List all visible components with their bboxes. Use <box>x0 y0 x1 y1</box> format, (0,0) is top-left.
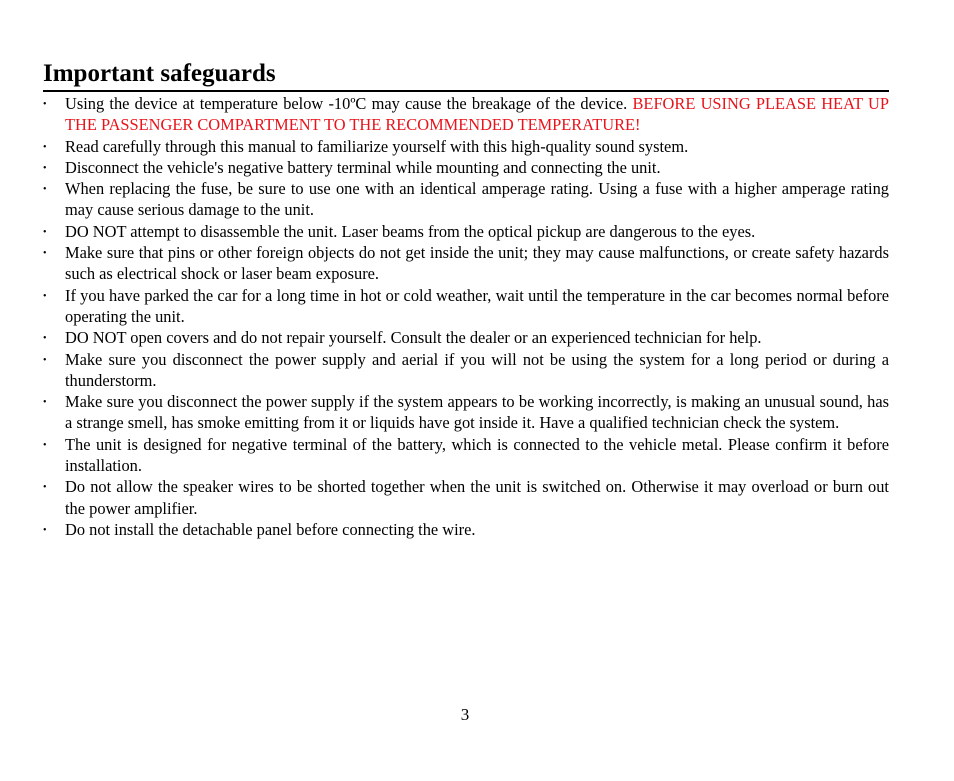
item-text: Using the device at temperature below -10ºC may cause the breakage of the device. <box>65 94 633 113</box>
list-item <box>43 136 889 157</box>
bullet-icon: • <box>43 290 47 302</box>
list-item <box>43 221 889 242</box>
warning-text: BEFORE USING PLEASE HEAT UP THE PASSENGER COMPARTMENT TO THE RECOMMENDED TEMPERATURE! <box>65 94 889 135</box>
safeguards-list <box>43 93 889 540</box>
list-item <box>43 349 889 392</box>
item-text: Do not install the detachable panel before connecting the wire. <box>65 519 476 539</box>
item-text: DO NOT open covers and do not repair yourself. Consult the dealer or an experienced technician for help. <box>65 328 762 348</box>
list-item <box>43 434 889 477</box>
list-item <box>43 178 889 221</box>
bullet-icon: • <box>43 333 47 345</box>
list-item <box>43 93 889 136</box>
item-text: Read carefully through this manual to familiarize yourself with this high-quality sound system. <box>65 136 689 156</box>
page-number: 3 <box>460 705 470 724</box>
page-title: Important safeguards <box>43 58 889 92</box>
list-item <box>43 157 889 178</box>
list-item <box>43 242 889 285</box>
list-item <box>43 476 889 519</box>
list-item <box>43 391 889 434</box>
bullet-icon: • <box>43 482 47 494</box>
bullet-icon: • <box>43 99 47 110</box>
list-item <box>43 519 889 540</box>
bullet-icon: • <box>43 439 47 451</box>
item-text: DO NOT attempt to disassemble the unit. Laser beams from the optical pickup are dangerous to the eyes. <box>65 221 756 241</box>
item-text: Make sure you disconnect the power supply and aerial if you will not be using the system for a long period or during a thunderstorm. <box>65 349 889 390</box>
item-text: When replacing the fuse, be sure to use one with an identical amperage rating. Using a fuse with a higher amperage rating may cause serious damage to the unit. <box>65 179 889 220</box>
item-text: Make sure that pins or other foreign objects do not get inside the unit; they may cause malfunctions, or create safety hazards such as electrical shock or laser beam exposure. <box>65 243 889 284</box>
bullet-icon: • <box>43 397 47 409</box>
item-text: Do not allow the speaker wires to be shorted together when the unit is switched on. Otherwise it may overload or burn out the power amplifier. <box>65 477 889 518</box>
item-text: If you have parked the car for a long time in hot or cold weather, wait until the temperature in the car becomes normal before operating the unit. <box>65 285 889 326</box>
document-page <box>43 58 889 540</box>
item-text: Disconnect the vehicle's negative battery terminal while mounting and connecting the unit. <box>65 157 661 177</box>
bullet-icon: • <box>43 524 47 536</box>
bullet-icon: • <box>43 248 47 260</box>
bullet-icon: • <box>43 226 47 238</box>
list-item <box>43 285 889 328</box>
list-item <box>43 327 889 348</box>
item-text: Make sure you disconnect the power supply if the system appears to be working incorrectly, is making an unusual sound, has a strange smell, has smoke emitting from it or liquids have got inside it. Have a qualified technician check the system. <box>65 392 889 433</box>
bullet-icon: • <box>43 141 47 153</box>
bullet-icon: • <box>43 184 47 196</box>
item-text: The unit is designed for negative terminal of the battery, which is connected to the vehicle metal. Please confirm it before installation. <box>65 434 889 476</box>
bullet-icon: • <box>43 162 47 174</box>
bullet-icon: • <box>43 354 47 366</box>
